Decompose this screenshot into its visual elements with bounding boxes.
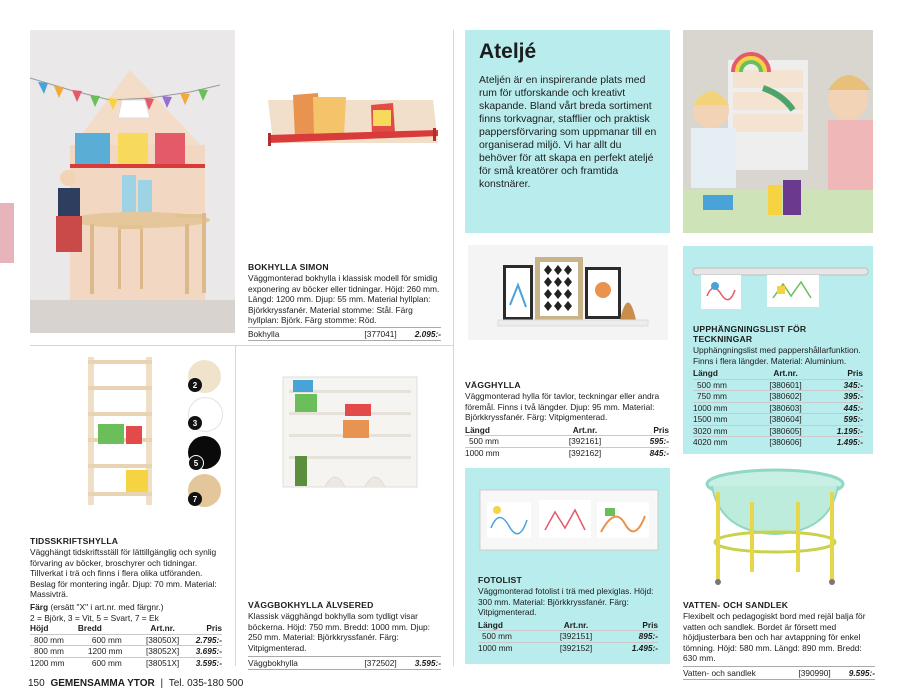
page-number: 150 [28, 678, 45, 689]
cell: [392162] [547, 447, 623, 458]
cell: 600 mm [78, 634, 140, 646]
vatten-item: Vatten- och sandlek [683, 667, 756, 678]
tidskrift-desc: Vägghängt tidskriftsställ för lättillgänglig och synlig förvaring av böcker, broschyrer och tidningar. Tillverkat i trä och finns i flera olika utföranden. Beslag för montering ingår. Djup: 70 mm. Material: Massivträ. [30, 547, 217, 600]
cell: 1200 mm [78, 646, 140, 658]
cell: 395:- [815, 391, 863, 403]
cell: [392161] [547, 436, 623, 448]
vatten-table-image [700, 462, 850, 587]
upphangning-panel [683, 246, 873, 454]
vatten-price-row [683, 666, 875, 680]
cell: [380606] [756, 437, 815, 448]
swatch-number-3: 3 [188, 416, 202, 430]
footer-separator: | [160, 678, 164, 689]
tidskrift-title: TIDSSKRIFTSHYLLA [30, 536, 119, 546]
cell: 500 mm [465, 436, 547, 448]
cell: 595:- [623, 436, 669, 448]
table-row [30, 657, 222, 668]
cell: [380601] [756, 379, 815, 391]
simon-price-row [248, 327, 441, 341]
table-row [693, 379, 863, 391]
vatten-block [683, 600, 875, 680]
simon-desc: Väggmonterad bokhylla i klassisk modell för smidig exponering av böcker eller tidningar. Höjd: 260 mm. Längd: 1200 mm. Djup: 55 mm. Material hyllplan: Björkkryssfanér. Material stomme: Stål. Färg hyllplan: Björk. Färg stomme: Röd. [248, 273, 440, 326]
swatch-number-7: 7 [188, 492, 202, 506]
cell: 1500 mm [693, 414, 756, 426]
fotolist-table [478, 620, 658, 654]
alvsered-title: VÄGGBOKHYLLA ÄLVSERED [248, 600, 374, 610]
upphangning-h-art: Art.nr. [773, 368, 798, 379]
cell: 750 mm [693, 391, 756, 403]
cell: [392152] [545, 642, 607, 653]
simon-block [248, 262, 441, 341]
cell: 595:- [815, 414, 863, 426]
alvsered-price-row [248, 656, 441, 670]
fotolist-block [478, 575, 658, 653]
upphangning-table [693, 368, 863, 448]
table-row [30, 634, 222, 646]
cell: [38051X] [140, 657, 186, 668]
cell: 800 mm [30, 646, 78, 658]
upphangning-title: UPPHÄNGNINGSLIST FÖR TECKNINGAR [693, 324, 807, 344]
cell: 1000 mm [478, 642, 545, 653]
vertical-divider-2 [453, 30, 454, 666]
cell: [392151] [545, 631, 607, 643]
cell: 1.495:- [815, 437, 863, 448]
vagghylla-block [465, 380, 669, 458]
table-row [693, 402, 863, 414]
table-row [465, 436, 669, 448]
vatten-desc: Flexibelt och pedagogiskt bord med rejäl balja för vatten och sandlek. Bordet är försett med höjdjusterbara ben och har avtappning för enkel tömning. Höjd: 580 mm. Längd: 890 mm. Bredd: 630 mm. [683, 611, 866, 664]
upphangning-h-langd: Längd [693, 368, 718, 379]
page-edge-marker [0, 203, 14, 263]
table-row [478, 631, 658, 643]
vertical-divider-1 [235, 346, 236, 666]
cell: 1000 mm [693, 402, 756, 414]
cell: [380604] [756, 414, 815, 426]
upphangning-block [693, 324, 863, 448]
tidskrift-h-bredd: Bredd [77, 623, 102, 634]
cell: 1000 mm [465, 447, 547, 458]
atelje-heading: Ateljé [479, 40, 537, 63]
atelje-panel [465, 30, 670, 233]
vagghylla-title: VÄGGHYLLA [465, 380, 521, 390]
alvsered-item: Väggbokhylla [248, 658, 298, 669]
alvsered-price: 3.595:- [414, 658, 441, 669]
page-footer [28, 678, 243, 689]
cell: 500 mm [478, 631, 545, 643]
vatten-price: 9.595:- [848, 667, 875, 678]
simon-title: BOKHYLLA SIMON [248, 262, 329, 272]
cell: 3020 mm [693, 425, 756, 437]
vagghylla-h-pris: Pris [653, 424, 669, 435]
tidskrift-color-line [30, 602, 222, 613]
cell: 500 mm [693, 379, 756, 391]
playroom-photo [30, 30, 235, 333]
tidskrift-color-label: Färg [30, 601, 49, 612]
cell: [38050X] [140, 634, 186, 646]
table-row [465, 447, 669, 458]
fotolist-h-art: Art.nr. [563, 619, 589, 630]
phone-number: Tel. 035-180 500 [168, 678, 244, 689]
tidskrift-color-hint: (ersätt "X" i art.nr. med färgnr.) [50, 601, 164, 612]
simon-art: [377041] [364, 328, 397, 339]
children-painting-photo [683, 30, 873, 233]
table-row [30, 646, 222, 658]
simon-item: Bokhylla [248, 328, 280, 339]
cell: 1200 mm [30, 657, 78, 668]
cell: 845:- [623, 447, 669, 458]
horizontal-divider [30, 345, 453, 346]
fotolist-h-pris: Pris [642, 619, 658, 630]
tidskrift-h-art: Art.nr. [150, 623, 175, 634]
cell: 4020 mm [693, 437, 756, 448]
upphangning-h-pris: Pris [847, 368, 863, 379]
cell: 1.195:- [815, 425, 863, 437]
tidskrift-color-codes: 2 = Björk, 3 = Vit, 5 = Svart, 7 = Ek [30, 612, 159, 623]
vatten-title: VATTEN- OCH SANDLEK [683, 600, 789, 610]
tidskrift-table [30, 623, 222, 668]
vagghylla-image [468, 245, 668, 340]
swatch-number-2: 2 [188, 378, 202, 392]
fotolist-panel [465, 468, 670, 664]
tidskrift-shelf-image [80, 352, 160, 507]
cell: [380605] [756, 425, 815, 437]
tidskrift-block [30, 536, 222, 668]
table-row [478, 642, 658, 653]
simon-price: 2.095:- [414, 328, 441, 339]
cell: 895:- [607, 631, 658, 643]
section-name: GEMENSAMMA YTOR [50, 678, 155, 689]
alvsered-shelf-image [275, 372, 425, 492]
cell: [380603] [756, 402, 815, 414]
cell: 345:- [815, 379, 863, 391]
cell: 3.695:- [186, 646, 222, 658]
table-row [693, 425, 863, 437]
vagghylla-h-art: Art.nr. [572, 424, 598, 435]
tidskrift-h-hojd: Höjd [30, 623, 49, 634]
fotolist-title: FOTOLIST [478, 575, 522, 585]
tidskrift-h-pris: Pris [206, 623, 222, 634]
cell: 600 mm [78, 657, 140, 668]
table-row [693, 391, 863, 403]
cell: 445:- [815, 402, 863, 414]
fotolist-h-langd: Längd [478, 619, 503, 630]
vagghylla-desc: Väggmonterad hylla för tavlor, teckningar eller andra föremål. Finns i två längder. Djup: 95 mm. Material: Björkkryssfanér. Färg: Vitpigmenterad. [465, 391, 660, 423]
alvsered-desc: Klassisk vägghängd bokhylla som tydligt visar böckerna. Höjd: 750 mm. Bredd: 1000 mm. Djup: 250 mm. Material: Björkkryssfanér. Färg: Vitpigmenterad. [248, 611, 431, 653]
vagghylla-table [465, 425, 669, 459]
cell: 1.495:- [607, 642, 658, 653]
vagghylla-h-langd: Längd [465, 424, 490, 435]
alvsered-block [248, 600, 441, 670]
cell: 800 mm [30, 634, 78, 646]
table-row [693, 414, 863, 426]
vatten-art: [390990] [798, 667, 831, 678]
cell: [380602] [756, 391, 815, 403]
alvsered-art: [372502] [364, 658, 397, 669]
fotolist-desc: Väggmonterad fotolist i trä med plexiglas. Höjd: 300 mm. Material: Björkkryssfanér. Färg: Vitpigmenterad. [478, 586, 654, 618]
simon-shelf-image [258, 88, 443, 158]
table-row [693, 437, 863, 448]
cell: 2.795:- [186, 634, 222, 646]
cell: 3.595:- [186, 657, 222, 668]
atelje-text: Ateljén är en inspirerande plats med rum för utforskande och kreativt skapande. Bland vårt breda sortiment finns torkvagnar, stafflier och praktisk pappersförvaring som uppmanar till en organiserad miljö. Vi har allt du behöver för att skapa en perfekt ateljé för små kreatörer och framtida konstnärer. [479, 75, 657, 190]
cell: [38052X] [140, 646, 186, 658]
swatch-number-5: 5 [188, 455, 204, 471]
upphangning-desc: Upphängningslist med pappershållarfunktion. Finns i flera längder. Material: Aluminium. [693, 345, 861, 366]
